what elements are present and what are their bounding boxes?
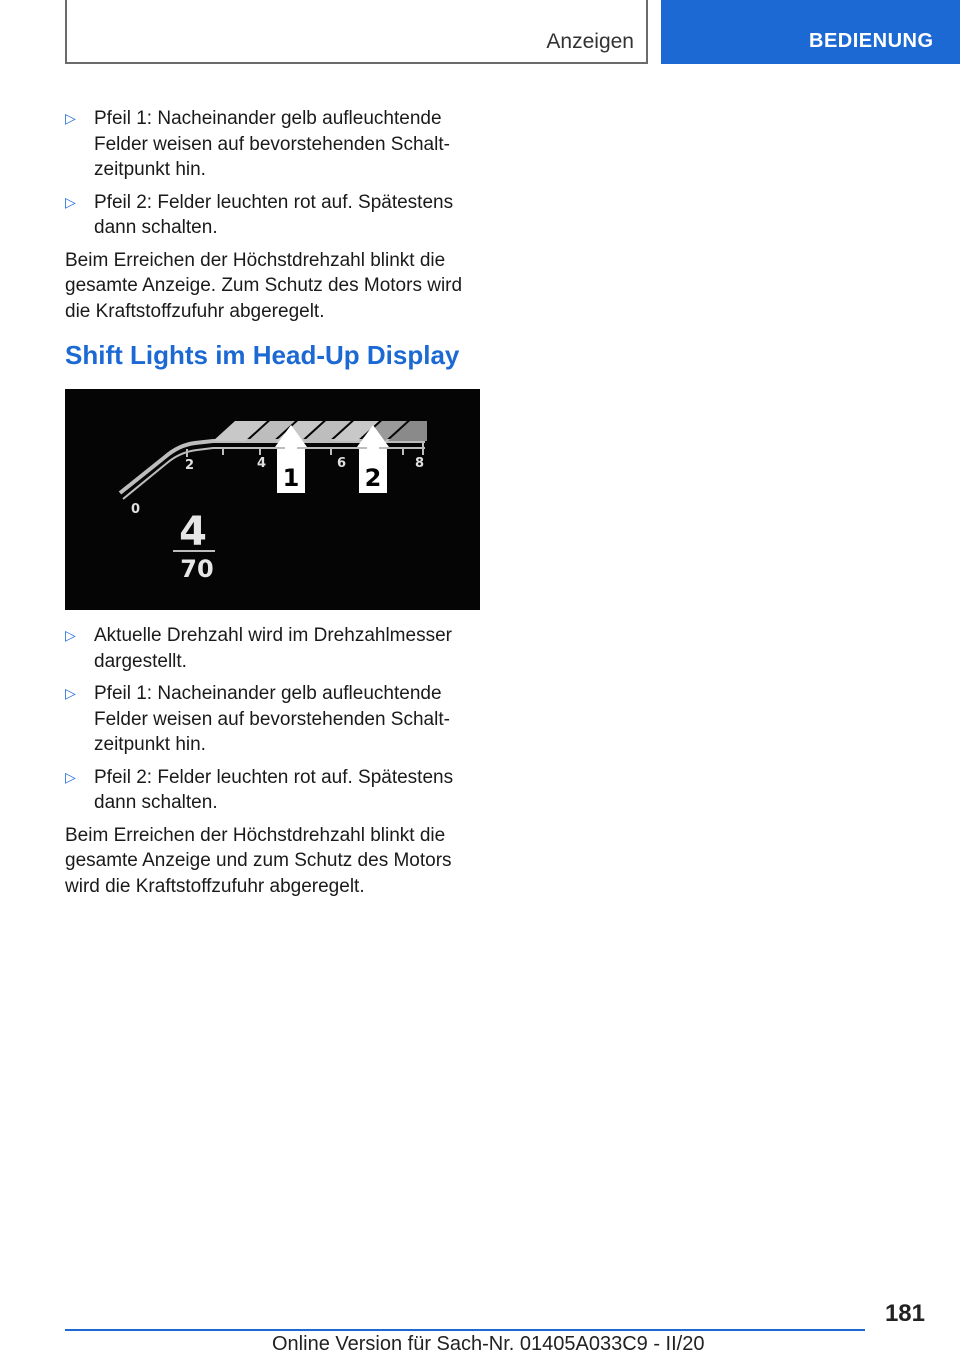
page-number: 181 (884, 1300, 925, 1327)
arrow-label: 1 (282, 464, 300, 492)
triangle-bullet-icon: ▷ (65, 628, 76, 644)
scale-label: 2 (185, 458, 195, 473)
scale-label: 8 (415, 456, 425, 471)
shift-light-fields (213, 421, 427, 441)
triangle-bullet-icon: ▷ (65, 111, 76, 127)
paragraph: Beim Erreichen der Höchstdrehzahl blinkt die gesamte Anzeige. Zum Schutz des Motors wird die Kraftstoffzufuhr abgeregelt. (65, 249, 463, 322)
list-item-text: Pfeil 2: Felder leuchten rot auf. Spätestens dann schalten. (94, 191, 454, 238)
list-item (65, 190, 480, 241)
arrow-label: 2 (364, 464, 382, 492)
head-up-display-figure (65, 389, 480, 610)
shift-lights-diagram (65, 389, 480, 610)
list-item-text: Pfeil 1: Nacheinander gelb aufleuchtende Felder weisen auf bevorstehenden Schaltzeitpunkt hin. (94, 683, 450, 755)
triangle-bullet-icon: ▷ (65, 686, 76, 702)
triangle-bullet-icon: ▷ (65, 194, 76, 211)
list-item (65, 681, 480, 758)
paragraph: Beim Erreichen der Höchstdrehzahl blinkt die gesamte Anzeige und zum Schutz des Motors wird die Kraftstoffzufuhr abgeregelt. (65, 824, 452, 897)
speed-indicator: 70 (180, 555, 214, 583)
chapter-tab (661, 0, 960, 64)
gear-indicator: 4 (179, 509, 207, 555)
online-version-label: Online Version für Sach-Nr. 01405A033C9 - II/20 (272, 1333, 705, 1355)
section-title: Anzeigen (546, 30, 634, 53)
chapter-tab-label: BEDIENUNG (809, 30, 934, 52)
scale-label: 6 (337, 456, 347, 471)
scale-label: 0 (131, 502, 141, 517)
bullet-block-2 (65, 623, 480, 899)
section-heading: Shift Lights im Head-Up Display (65, 340, 460, 370)
bullet-block-1 (65, 106, 480, 324)
list-item-text: Pfeil 2: Felder leuchten rot auf. Spätestens dann schalten. (94, 766, 454, 813)
footer-divider (65, 1329, 865, 1331)
list-item-text: Pfeil 1: Nacheinander gelb aufleuchtende Felder weisen auf bevorstehenden Schaltzeitpunkt hin. (94, 108, 450, 180)
header-section-box (65, 0, 648, 64)
list-item (65, 623, 480, 674)
list-item (65, 765, 480, 816)
list-item (65, 106, 480, 183)
triangle-bullet-icon: ▷ (65, 769, 76, 786)
list-item-text: Aktuelle Drehzahl wird im Drehzahlmesser dargestellt. (94, 625, 452, 672)
scale-label: 4 (257, 456, 267, 471)
